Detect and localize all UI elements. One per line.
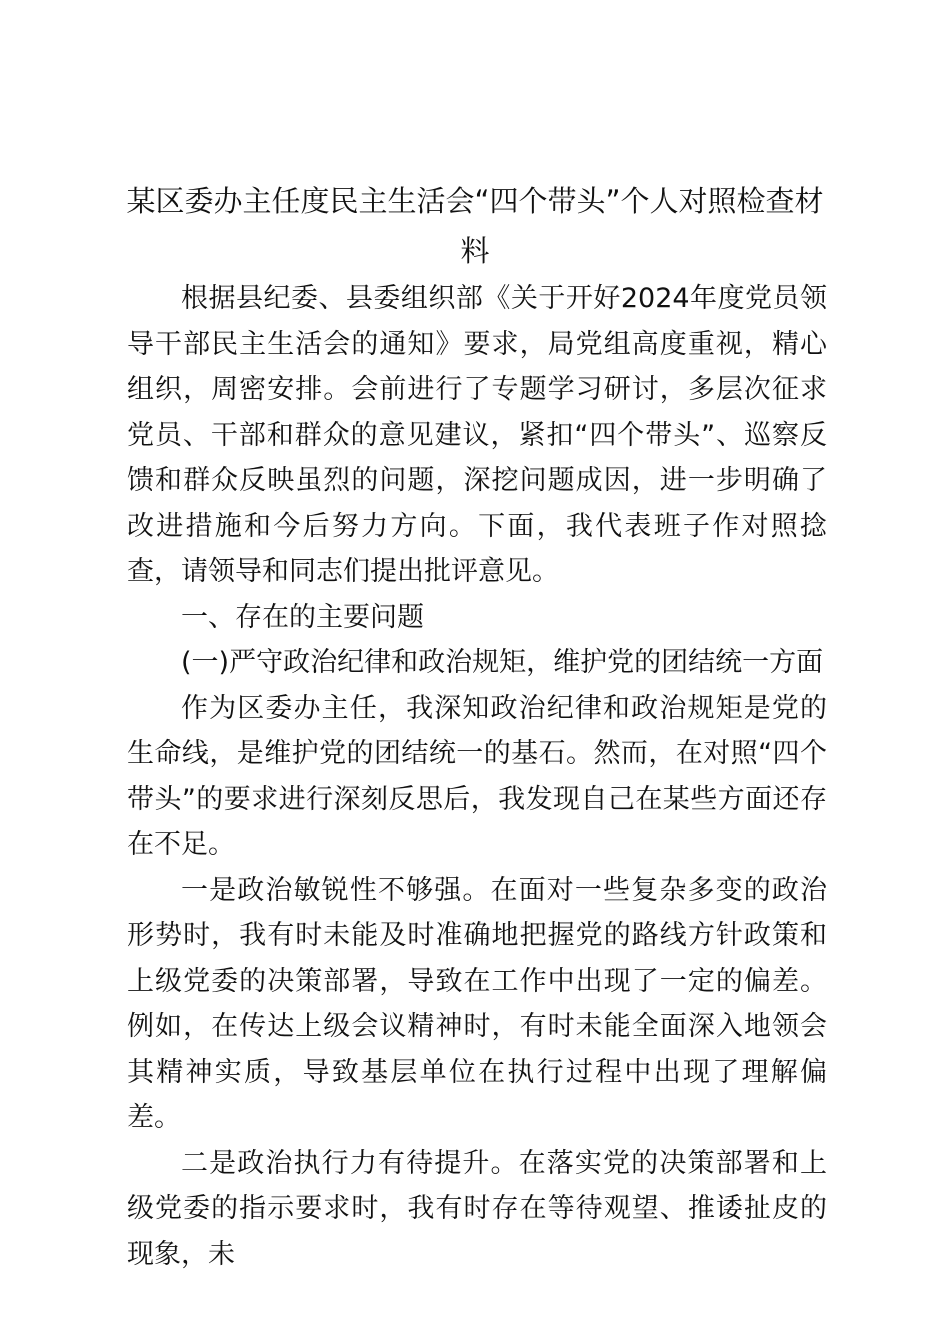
document-body [127,276,827,1277]
paragraph-political-discipline-overview: 作为区委办主任，我深知政治纪律和政治规矩是党的生命线，是维护党的团结统一的基石。然而，在对照“四个带头”的要求进行深刻反思后，我发现自己在某些方面还存在不足。 [127,692,827,860]
paragraph-point-two-political-execution: 二是政治执行力有待提升。在落实党的决策部署和上级党委的指示要求时，我有时存在等待观望、推诿扯皮的现象，未 [127,1147,827,1270]
intro-paragraph: 根据县纪委、县委组织部《关于开好2024年度党员领导干部民主生活会的通知》要求，局党组高度重视，精心组织，周密安排。会前进行了专题学习研讨，多层次征求党员、干部和群众的意见建议，紧扣“四个带头”、巡察反馈和群众反映虽烈的问题，深挖问题成因，进一步明确了改进措施和今后努力方向。下面，我代表班子作对照捻查，请领导和同志们提出批评意见。 [127,283,827,587]
paragraph-point-one-political-sensitivity: 一是政治敏锐性不够强。在面对一些复杂多变的政治形势时，我有时未能及时准确地把握党的路线方针政策和上级党委的决策部署，导致在工作中出现了一定的偏差。例如，在传达上级会议精神时，有时未能全面深入地领会其精神实质，导致基层单位在执行过程中出现了理解偏差。 [127,874,827,1133]
document-title: 某区委办主任度民主生活会“四个带头”个人对照检查材料 [126,184,824,268]
subsection-heading-political-discipline: (一)严守政治纪律和政治规矩，维护党的团结统一方面 [181,647,824,678]
section-heading-main-problems: 一、存在的主要问题 [181,601,424,633]
